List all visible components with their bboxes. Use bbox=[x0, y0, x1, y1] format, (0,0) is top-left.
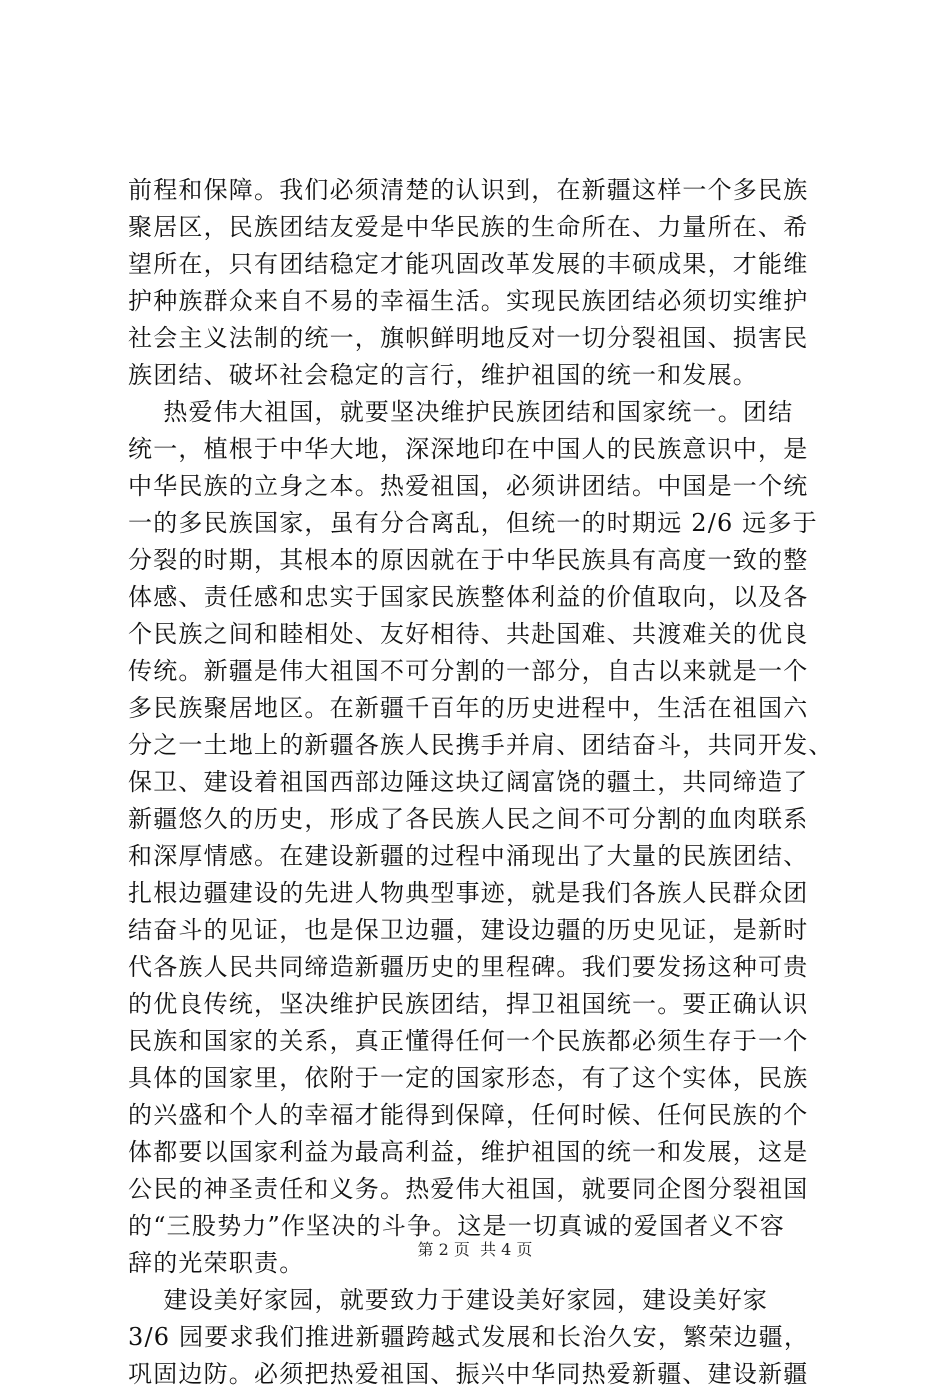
text-line: 和深厚情感。在建设新疆的过程中涌现出了大量的民族团结、 bbox=[128, 842, 809, 870]
text-line: 护种族群众来自不易的幸福生活。实现民族团结必须切实维护 bbox=[128, 287, 809, 315]
text-line: 公民的神圣责任和义务。热爱伟大祖国，就要同企图分裂祖国 bbox=[128, 1175, 809, 1203]
text-line: 分之一土地上的新疆各族人民携手并肩、团结奋斗，共同开发、 bbox=[128, 731, 834, 759]
text-line: 社会主义法制的统一，旗帜鲜明地反对一切分裂祖国、损害民 bbox=[128, 324, 809, 352]
text-line: 3/6 园要求我们推进新疆跨越式发展和长治久安，繁荣边疆， bbox=[128, 1323, 810, 1351]
text-line: 新疆悠久的历史，形成了各民族人民之间不可分割的血肉联系 bbox=[128, 805, 809, 833]
text-line: 一的多民族国家，虽有分合离乱，但统一的时期远 2/6 远多于 bbox=[128, 509, 818, 537]
text-line: 体都要以国家利益为最高利益，维护祖国的统一和发展，这是 bbox=[128, 1138, 809, 1166]
text-line: 的“三股势力”作坚决的斗争。这是一切真诚的爱国者义不容 bbox=[128, 1212, 785, 1240]
text-line: 的兴盛和个人的幸福才能得到保障，任何时候、任何民族的个 bbox=[128, 1101, 809, 1129]
text-line: 的优良传统，坚决维护民族团结，捍卫祖国统一。要正确认识 bbox=[128, 990, 809, 1018]
text-line: 族团结、破坏社会稳定的言行，维护祖国的统一和发展。 bbox=[128, 361, 758, 389]
text-line: 具体的国家里，依附于一定的国家形态，有了这个实体，民族 bbox=[128, 1064, 809, 1092]
text-line: 扎根边疆建设的先进人物典型事迹，就是我们各族人民群众团 bbox=[128, 879, 809, 907]
text-line: 多民族聚居地区。在新疆千百年的历史进程中，生活在祖国六 bbox=[128, 694, 809, 722]
text-line: 个民族之间和睦相处、友好相待、共赴国难、共渡难关的优良 bbox=[128, 620, 809, 648]
text-line: 前程和保障。我们必须清楚的认识到，在新疆这样一个多民族 bbox=[128, 176, 809, 204]
page-footer bbox=[0, 1240, 950, 1260]
text-line: 保卫、建设着祖国西部边陲这块辽阔富饶的疆土，共同缔造了 bbox=[128, 768, 809, 796]
text-line: 代各族人民共同缔造新疆历史的里程碑。我们要发扬这种可贵 bbox=[128, 953, 809, 981]
text-line: 体感、责任感和忠实于国家民族整体利益的价值取向，以及各 bbox=[128, 583, 809, 611]
text-line: 辞的光荣职责。 bbox=[128, 1249, 305, 1277]
text-line: 中华民族的立身之本。热爱祖国，必须讲团结。中国是一个统 bbox=[128, 472, 809, 500]
text-line: 传统。新疆是伟大祖国不可分割的一部分，自古以来就是一个 bbox=[128, 657, 809, 685]
paragraph-start-line: 建设美好家园，就要致力于建设美好家园，建设美好家 bbox=[128, 1286, 769, 1314]
text-line: 聚居区，民族团结友爱是中华民族的生命所在、力量所在、希 bbox=[128, 213, 809, 241]
text-line: 结奋斗的见证，也是保卫边疆，建设边疆的历史见证，是新时 bbox=[128, 916, 809, 944]
body-text bbox=[128, 172, 848, 1393]
text-line: 巩固边防。必须把热爱祖国、振兴中华同热爱新疆、建设新疆 bbox=[128, 1360, 809, 1388]
paragraph-start-line: 热爱伟大祖国，就要坚决维护民族团结和国家统一。团结 bbox=[128, 398, 794, 426]
text-line: 统一，植根于中华大地，深深地印在中国人的民族意识中，是 bbox=[128, 435, 809, 463]
text-line: 民族和国家的关系，真正懂得任何一个民族都必须生存于一个 bbox=[128, 1027, 809, 1055]
text-line: 望所在，只有团结稳定才能巩固改革发展的丰硕成果，才能维 bbox=[128, 250, 809, 278]
page-number-label: 第 2 页 共 4 页 bbox=[417, 1240, 533, 1259]
text-line: 分裂的时期，其根本的原因就在于中华民族具有高度一致的整 bbox=[128, 546, 809, 574]
